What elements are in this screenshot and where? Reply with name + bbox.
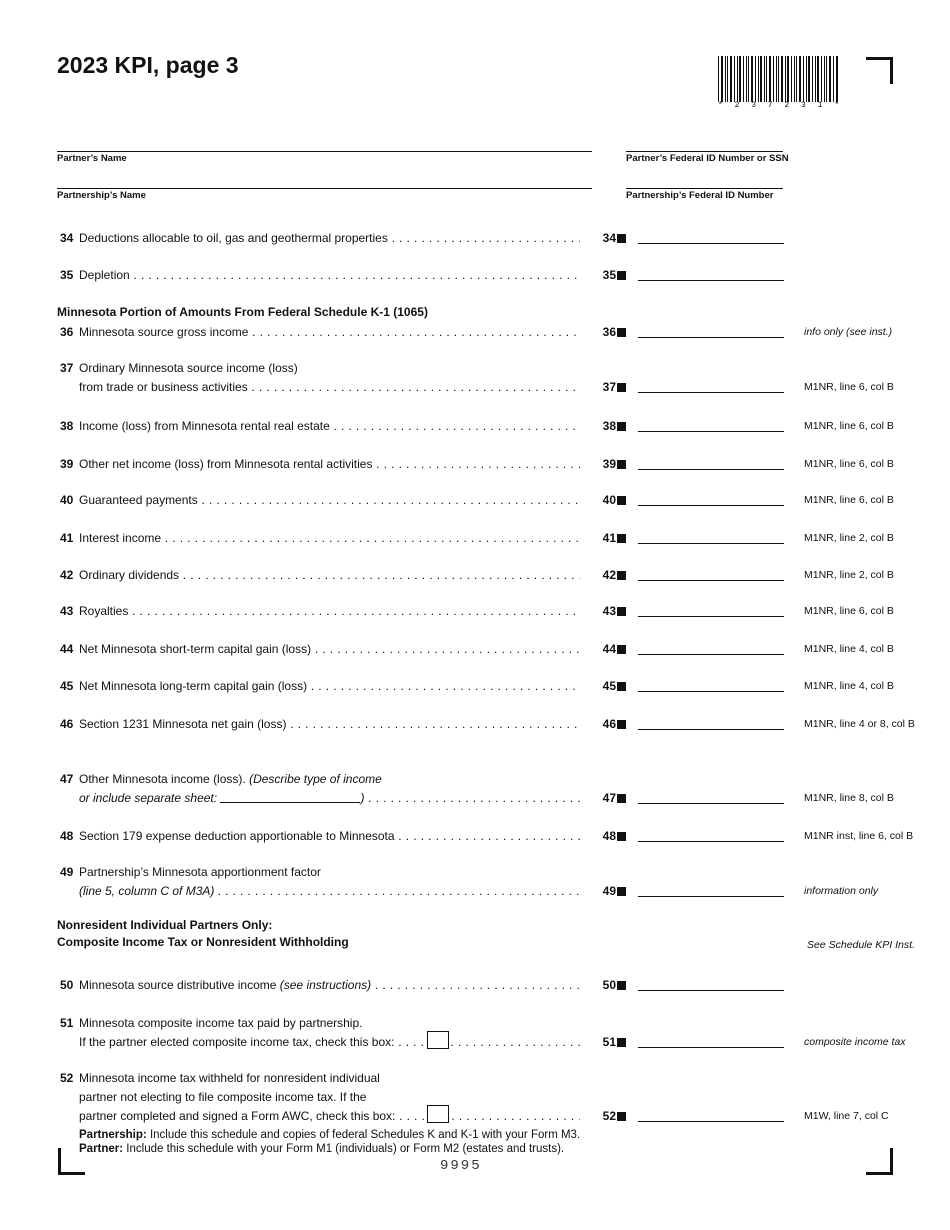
line-45-input[interactable]	[638, 691, 784, 692]
line-number: 51	[60, 1016, 74, 1030]
line-note: M1NR, line 2, col B	[804, 532, 894, 544]
line-box-number: 38	[580, 419, 616, 433]
line-39-row	[60, 457, 926, 473]
line-box-number: 40	[580, 493, 616, 507]
marker-square	[617, 720, 626, 729]
marker-square	[617, 460, 626, 469]
section-note: See Schedule KPI Inst.	[807, 939, 915, 951]
partner-id-input[interactable]	[626, 151, 783, 152]
partnership-name-label: Partnership’s Name	[57, 190, 146, 201]
partner-name-input[interactable]	[57, 151, 592, 152]
section-heading-composite: Composite Income Tax or Nonresident Withholding	[57, 935, 349, 949]
line-note: M1NR inst, line 6, col B	[804, 830, 914, 842]
line-37-input[interactable]	[638, 392, 784, 393]
line-note: M1NR, line 4 or 8, col B	[804, 718, 915, 730]
line-number: 38	[60, 419, 74, 433]
line-description-1: Minnesota composite income tax paid by partnership.	[79, 1016, 363, 1030]
line-note: composite income tax	[804, 1036, 906, 1048]
line-box-number: 52	[580, 1109, 616, 1123]
line-box-number: 43	[580, 604, 616, 618]
section-heading-mn-portion: Minnesota Portion of Amounts From Federal Schedule K-1 (1065)	[57, 305, 428, 319]
marker-square	[617, 832, 626, 841]
line-number: 46	[60, 717, 74, 731]
line-40-row	[60, 493, 926, 509]
line-box-number: 47	[580, 791, 616, 805]
line-description-1: partner not electing to file composite income tax. If the	[79, 1090, 367, 1104]
line-description: If the partner elected composite income tax, check this box: . . .	[79, 1035, 599, 1049]
marker-square	[617, 1038, 626, 1047]
line-52-row	[60, 1071, 926, 1125]
line-51-row	[60, 1016, 926, 1051]
line-note: M1NR, line 4, col B	[804, 680, 894, 692]
footer-partner: Partner: Include this schedule with your Form M1 (individuals) or Form M2 (estates and trusts).	[79, 1143, 565, 1155]
marker-square	[617, 682, 626, 691]
line-description: from trade or business activities . . .	[79, 380, 599, 394]
partnership-id-input[interactable]	[626, 188, 783, 189]
line-37-row	[60, 361, 926, 396]
line-description: Net Minnesota short-term capital gain (loss) . . .	[79, 642, 599, 656]
footer-instructions	[79, 1128, 580, 1156]
marker-square	[617, 496, 626, 505]
line-39-input[interactable]	[638, 469, 784, 470]
line-description: Royalties . . .	[79, 604, 599, 618]
marker-square	[617, 645, 626, 654]
line-note: M1NR, line 8, col B	[804, 792, 894, 804]
line-note: M1NR, line 4, col B	[804, 643, 894, 655]
marker-square	[617, 571, 626, 580]
describe-income-input[interactable]	[220, 791, 360, 803]
line-50-row	[60, 978, 926, 994]
line-box-number: 42	[580, 568, 616, 582]
line-box-number: 41	[580, 531, 616, 545]
marker-square	[617, 328, 626, 337]
line-44-row	[60, 642, 926, 658]
line-43-row	[60, 604, 926, 620]
line-number: 34	[60, 231, 74, 245]
line-note: M1NR, line 6, col B	[804, 494, 894, 506]
line-note: M1NR, line 6, col B	[804, 381, 894, 393]
line-note: M1NR, line 6, col B	[804, 605, 894, 617]
section-heading-nonresident: Nonresident Individual Partners Only:	[57, 918, 273, 932]
line-41-row	[60, 531, 926, 547]
line-44-input[interactable]	[638, 654, 784, 655]
barcode-image	[718, 56, 838, 102]
line-36-input[interactable]	[638, 337, 784, 338]
line-49-row	[60, 865, 926, 900]
barcode-number: * 2 3 7 2 3 1 *	[718, 101, 843, 110]
line-48-row	[60, 829, 926, 845]
page-code: 9995	[440, 1158, 482, 1174]
line-note: information only	[804, 885, 879, 897]
marker-square	[617, 887, 626, 896]
line-note: M1NR, line 6, col B	[804, 420, 894, 432]
line-description-1: Ordinary Minnesota source income (loss)	[79, 361, 298, 375]
line-box-number: 36	[580, 325, 616, 339]
line-46-row	[60, 717, 926, 733]
line-description: Other net income (loss) from Minnesota rental activities . . .	[79, 457, 599, 471]
line-description: or include separate sheet: ) . . .	[79, 791, 599, 805]
line-box-number: 49	[580, 884, 616, 898]
line-description: Net Minnesota long-term capital gain (loss) . . .	[79, 679, 599, 693]
line-box-number: 44	[580, 642, 616, 656]
marker-square	[617, 534, 626, 543]
line-38-input[interactable]	[638, 431, 784, 432]
marker-square	[617, 271, 626, 280]
line-description: Section 1231 Minnesota net gain (loss) . . .	[79, 717, 599, 731]
page-title: 2023 KPI, page 3	[57, 52, 239, 78]
line-35-input[interactable]	[638, 280, 784, 281]
line-52-input[interactable]	[638, 1121, 784, 1122]
line-number: 37	[60, 361, 74, 375]
line-description: Minnesota source distributive income (see instructions) . . .	[79, 978, 599, 992]
line-description-1: Other Minnesota income (loss). (Describe type of income	[79, 772, 382, 786]
line-number: 50	[60, 978, 74, 992]
awc-checkbox[interactable]	[427, 1105, 449, 1123]
composite-tax-checkbox[interactable]	[427, 1031, 449, 1049]
registration-mark-bottom-right	[866, 1148, 893, 1175]
line-51-input[interactable]	[638, 1047, 784, 1048]
marker-square	[617, 981, 626, 990]
line-number: 52	[60, 1071, 74, 1085]
line-45-row	[60, 679, 926, 695]
partner-id-label: Partner’s Federal ID Number or SSN	[626, 153, 789, 164]
line-box-number: 39	[580, 457, 616, 471]
line-description: partner completed and signed a Form AWC, check this box: . . .	[79, 1109, 599, 1123]
line-40-input[interactable]	[638, 505, 784, 506]
marker-square	[617, 607, 626, 616]
line-49-input[interactable]	[638, 896, 784, 897]
line-description: Minnesota source gross income . . .	[79, 325, 599, 339]
line-number: 41	[60, 531, 74, 545]
line-38-row	[60, 419, 926, 435]
line-41-input[interactable]	[638, 543, 784, 544]
line-box-number: 50	[580, 978, 616, 992]
line-description: (line 5, column C of M3A) . . .	[79, 884, 599, 898]
partnership-name-input[interactable]	[57, 188, 592, 189]
line-36-row	[60, 325, 926, 341]
line-number: 49	[60, 865, 74, 879]
line-box-number: 46	[580, 717, 616, 731]
line-box-number: 45	[580, 679, 616, 693]
line-box-number: 34	[580, 231, 616, 245]
marker-square	[617, 234, 626, 243]
partnership-id-label: Partnership’s Federal ID Number	[626, 190, 774, 201]
line-note: M1NR, line 2, col B	[804, 569, 894, 581]
line-box-number: 48	[580, 829, 616, 843]
line-description: Guaranteed payments . . .	[79, 493, 599, 507]
line-note: M1W, line 7, col C	[804, 1110, 889, 1122]
line-description: Section 179 expense deduction apportionable to Minnesota . . .	[79, 829, 599, 843]
marker-square	[617, 383, 626, 392]
line-47-row	[60, 772, 926, 807]
line-number: 40	[60, 493, 74, 507]
marker-square	[617, 422, 626, 431]
line-number: 45	[60, 679, 74, 693]
line-42-input[interactable]	[638, 580, 784, 581]
marker-square	[617, 794, 626, 803]
footer-partnership: Partnership: Include this schedule and copies of federal Schedules K and K-1 with your Form M3.	[79, 1129, 581, 1141]
line-35-row	[60, 268, 926, 284]
line-46-input[interactable]	[638, 729, 784, 730]
line-number: 43	[60, 604, 74, 618]
line-number: 44	[60, 642, 74, 656]
line-number: 36	[60, 325, 74, 339]
registration-mark-top-right	[866, 57, 893, 84]
line-number: 39	[60, 457, 74, 471]
line-number: 48	[60, 829, 74, 843]
line-description: Ordinary dividends . . .	[79, 568, 599, 582]
line-description: Interest income . . .	[79, 531, 599, 545]
line-description-0: Minnesota income tax withheld for nonresident individual	[79, 1071, 380, 1085]
line-box-number: 35	[580, 268, 616, 282]
line-description-1: Partnership’s Minnesota apportionment factor	[79, 865, 321, 879]
line-note: info only (see inst.)	[804, 326, 893, 338]
line-box-number: 37	[580, 380, 616, 394]
line-box-number: 51	[580, 1035, 616, 1049]
line-number: 35	[60, 268, 74, 282]
line-47-input[interactable]	[638, 803, 784, 804]
line-note: M1NR, line 6, col B	[804, 458, 894, 470]
line-50-input[interactable]	[638, 990, 784, 991]
line-34-input[interactable]	[638, 243, 784, 244]
line-42-row	[60, 568, 926, 584]
line-34-row	[60, 231, 926, 247]
line-48-input[interactable]	[638, 841, 784, 842]
marker-square	[617, 1112, 626, 1121]
line-number: 47	[60, 772, 74, 786]
line-description: Depletion . . .	[79, 268, 599, 282]
line-description: Income (loss) from Minnesota rental real estate . . .	[79, 419, 599, 433]
line-description: Deductions allocable to oil, gas and geothermal properties . . .	[79, 231, 599, 245]
partner-name-label: Partner’s Name	[57, 153, 127, 164]
line-43-input[interactable]	[638, 616, 784, 617]
line-number: 42	[60, 568, 74, 582]
